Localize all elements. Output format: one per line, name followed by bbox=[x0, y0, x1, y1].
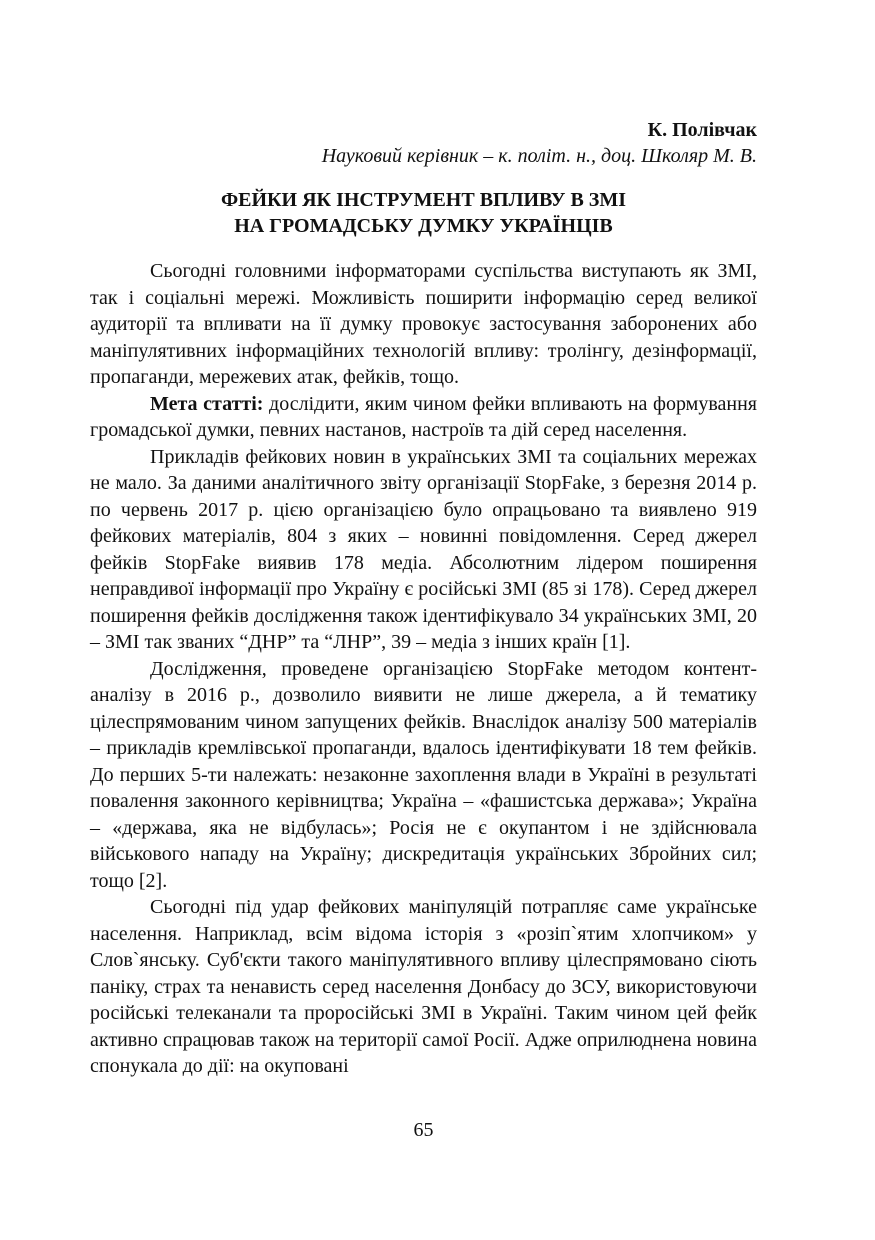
paragraph-manipulations: Сьогодні під удар фейкових маніпуляцій потрапляє саме українське населення. Наприклад, всім відома історія з «розіп`ятим хлопчиком» у Слов`янську. Суб'єкти такого маніпулятивного впливу цілеспрямовано сіють паніку, страх та ненависть серед населення Донбасу до ЗСУ, використовуючи російські телеканали та проросійські ЗМІ в Україні. Таким чином цей фейк активно спрацював також на території самої Росії. Адже оприлюднена новина спонукала до дії: на окуповані bbox=[90, 896, 757, 1077]
article-title bbox=[90, 187, 757, 239]
paragraph-stopfake-report: Прикладів фейкових новин в українських ЗМІ та соціальних мережах не мало. За даними аналітичного звіту організації StopFake, з березня 2014 р. по червень 2017 р. цією організацією було опрацьовано та виявлено 919 фейкових матеріалів, 804 з яких – новинні повідомлення. Серед джерел фейків StopFake виявив 178 медіа. Абсолютним лідером поширення неправдивої інформації про Україну є російські ЗМІ (85 зі 178). Серед джерел поширення фейків дослідження також ідентифікувало 34 українських ЗМІ, 20 – ЗМІ так званих “ДНР” та “ЛНР”, 39 – медіа з інших країн [1]. bbox=[90, 445, 757, 653]
page-number: 65 bbox=[413, 1119, 434, 1141]
supervisor-line: Науковий керівник – к. політ. н., доц. Школяр М. В. bbox=[321, 145, 757, 167]
paragraph-content-analysis: Дослідження, проведене організацією StopFake методом контент-аналізу в 2016 р., дозволило виявити не лише джерела, а й тематику цілеспрямованим чином запущених фейків. Внаслідок аналізу 500 матеріалів – прикладів кремлівської пропаганди, вдалось ідентифікувати 18 тем фейків. До перших 5-ти належать: незаконне захоплення влади в Україні в результаті повалення законного керівництва; Україна – «фашистська держава»; Україна – «держава, яка не відбулась»; Росія не є окупантом і не здійснювала військового нападу на Україну; дискредитація українських Збройних сил; тощо [2]. bbox=[90, 657, 757, 892]
paragraph-aim bbox=[90, 391, 757, 444]
title-line-1: ФЕЙКИ ЯК ІНСТРУМЕНТ ВПЛИВУ В ЗМІ bbox=[220, 189, 627, 211]
document-page bbox=[90, 0, 757, 1240]
article-body bbox=[90, 258, 757, 1080]
author-name: К. Полівчак bbox=[647, 119, 757, 141]
aim-text: дослідити, яким чином фейки впливають на формування громадської думки, певних настанов, настроїв та дій серед населення. bbox=[90, 392, 757, 441]
aim-label: Мета статті: bbox=[150, 392, 264, 415]
paragraph-intro: Сьогодні головними інформаторами суспільства виступають як ЗМІ, так і соціальні мережі. Можливість поширити інформацію серед великої аудиторії та впливати на її думку провокує застосування заборонених або маніпулятивних інформаційних технологій впливу: тролінгу, дезінформації, пропаганди, мережевих атак, фейків, тощо. bbox=[90, 260, 757, 388]
title-line-2: НА ГРОМАДСЬКУ ДУМКУ УКРАЇНЦІВ bbox=[234, 215, 613, 237]
